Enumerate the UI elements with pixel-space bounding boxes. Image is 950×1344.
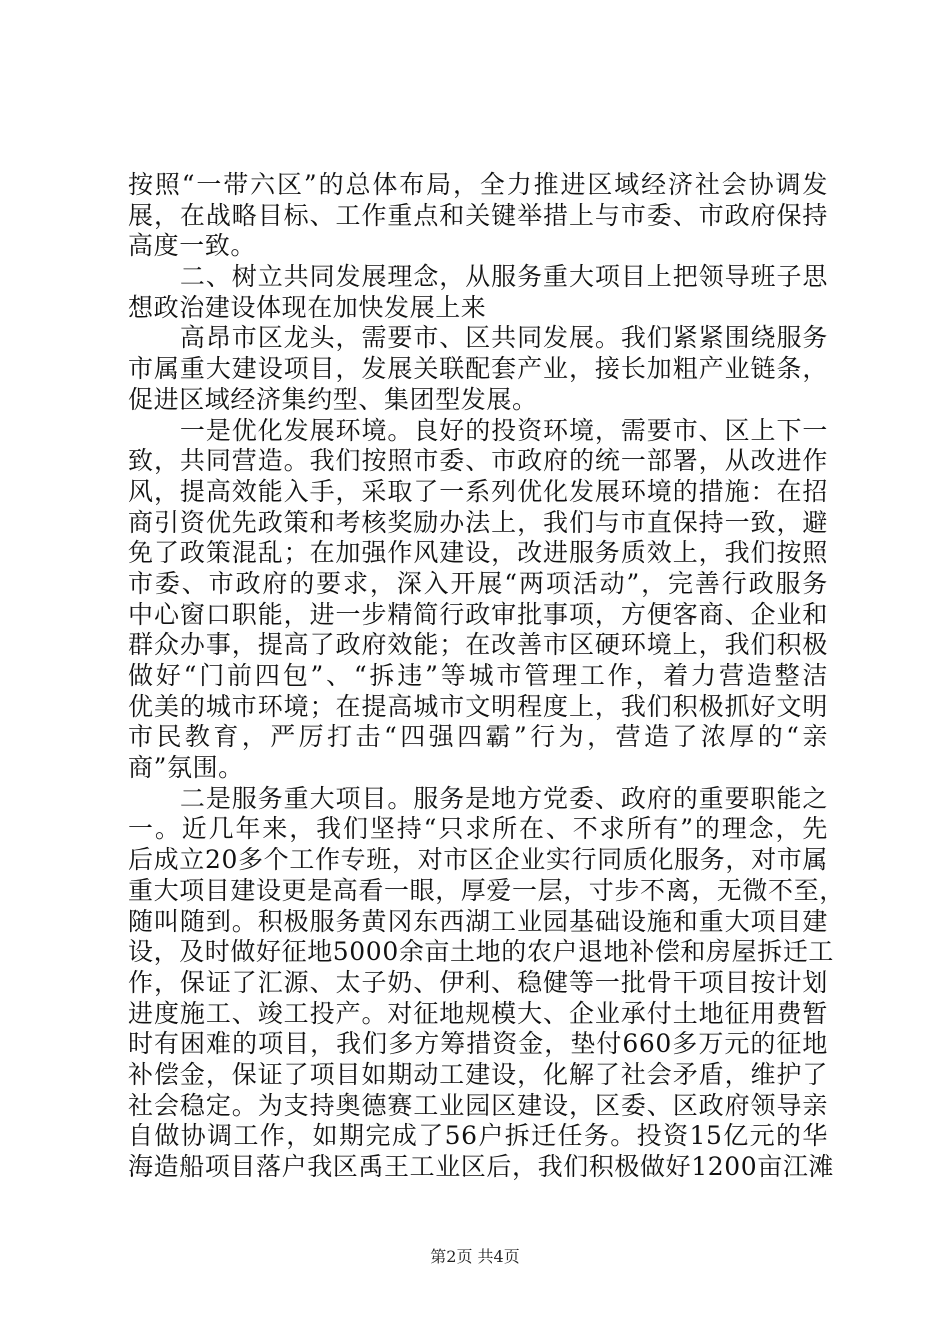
text-line: 作，保证了汇源、太子奶、伊利、稳健等一批骨干项目按计划 [128,967,828,997]
text-line: 高度一致。 [128,231,257,261]
text-line: 二、树立共同发展理念，从服务重大项目上把领导班子思 [128,262,828,292]
text-line: 海造船项目落户我区禹王工业区后，我们积极做好1200亩江滩 [128,1152,835,1181]
text-line: 想政治建设体现在加快发展上来 [128,292,487,322]
text-line: 高昂市区龙头，需要市、区共同发展。我们紧紧围绕服务 [128,323,828,353]
text-line: 进度施工、竣工投产。对征地规模大、企业承付土地征用费暂 [128,998,828,1028]
text-line: 风，提高效能入手，采取了一系列优化发展环境的措施：在招 [128,476,828,506]
text-line: 自做协调工作，如期完成了56户拆迁任务。投资15亿元的华 [128,1121,828,1151]
text-line: 中心窗口职能，进一步精简行政审批事项，方便客商、企业和 [128,599,828,629]
text-line: 一。近几年来，我们坚持“只求所在、不求所有”的理念，先 [128,814,828,844]
text-line: 按照“一带六区”的总体布局，全力推进区域经济社会协调发 [128,170,828,199]
text-line: 一是优化发展环境。良好的投资环境，需要市、区上下一 [128,415,828,445]
text-line: 市民教育，严厉打击“四强四霸”行为，营造了浓厚的“亲 [128,722,828,752]
text-line: 后成立20多个工作专班，对市区企业实行同质化服务，对市属 [128,845,828,875]
text-line: 补偿金，保证了项目如期动工建设，化解了社会矛盾，维护了 [128,1059,828,1089]
text-line: 商引资优先政策和考核奖励办法上，我们与市直保持一致，避 [128,507,828,537]
text-line: 二是服务重大项目。服务是地方党委、政府的重要职能之 [128,783,828,813]
text-line: 社会稳定。为支持奥德赛工业园区建设，区委、区政府领导亲 [128,1090,828,1120]
document-body [128,170,845,1183]
text-line: 商”氛围。 [128,753,244,783]
page-footer: 第2页 共4页 [430,1247,520,1266]
text-line: 设，及时做好征地5000余亩土地的农户退地补偿和房屋拆迁工 [128,937,835,967]
text-line: 市委、市政府的要求，深入开展“两项活动”，完善行政服务 [128,568,828,598]
text-line: 做好“门前四包”、“拆违”等城市管理工作，着力营造整洁 [128,661,828,690]
text-line: 免了政策混乱；在加强作风建设，改进服务质效上，我们按照 [128,538,828,568]
text-line: 重大项目建设更是高看一眼，厚爱一层，寸步不离，无微不至， [128,875,845,905]
text-line: 时有困难的项目，我们多方筹措资金，垫付660多万元的征地 [128,1029,828,1059]
text-line: 优美的城市环境；在提高城市文明程度上，我们积极抓好文明 [128,691,828,721]
text-line: 市属重大建设项目，发展关联配套产业，接长加粗产业链条， [128,354,828,384]
text-line: 展，在战略目标、工作重点和关键举措上与市委、市政府保持 [128,200,828,230]
text-line: 致，共同营造。我们按照市委、市政府的统一部署，从改进作 [128,446,828,476]
text-line: 随叫随到。积极服务黄冈东西湖工业园基础设施和重大项目建 [128,906,828,936]
text-line: 促进区域经济集约型、集团型发展。 [128,384,538,414]
text-line: 群众办事，提高了政府效能；在改善市区硬环境上，我们积极 [128,630,828,660]
